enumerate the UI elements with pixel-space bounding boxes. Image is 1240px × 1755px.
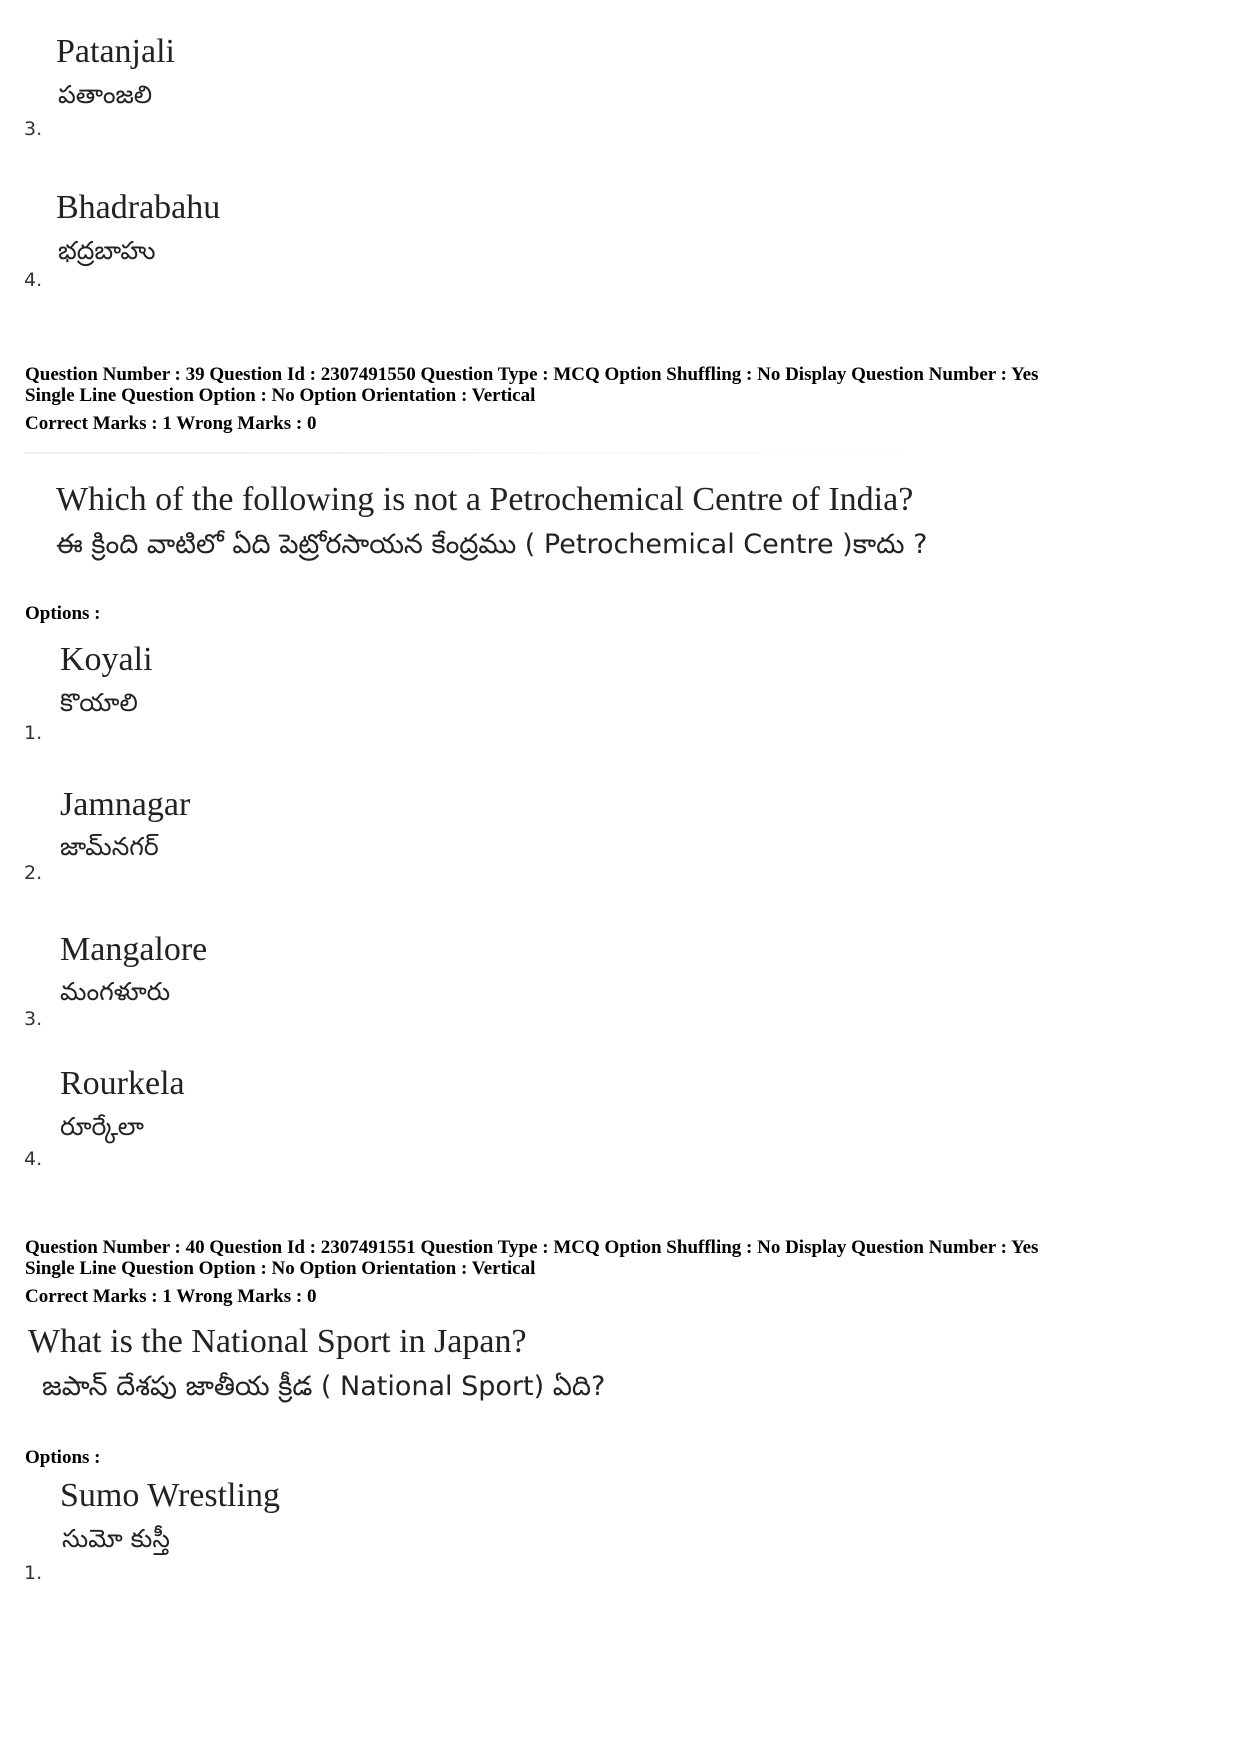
q39-option-4-te: రూర్కేలా [60,1112,144,1141]
q39-option-2-te: జామ్‌నగర్ [60,832,159,861]
q39-meta-line1: Question Number : 39 Question Id : 2307491550 Question Type : MCQ Option Shuffling : No Display Question Number : Yes [25,364,1039,385]
q40-options-label: Options : [25,1447,101,1468]
prev-option-4-number: 4. [24,269,43,291]
q39-marks: Correct Marks : 1 Wrong Marks : 0 [25,413,317,434]
q39-options-label: Options : [25,603,101,624]
q39-question-te: ఈ క్రింది వాటిలో ఏది పెట్రోరసాయన కేంద్రము ( Petrochemical Centre )కాదు ? [56,529,928,560]
q39-option-4-en: Rourkela [60,1065,185,1102]
q39-option-1-te: కొయాలి [60,688,138,717]
q40-question-te: జపాన్ దేశపు జాతీయ క్రీడ ( National Sport) ఏది? [42,1371,606,1402]
prev-option-4-te: భద్రబాహు [58,236,156,265]
q40-meta-line2: Single Line Question Option : No Option Orientation : Vertical [25,1258,536,1279]
prev-option-3-number: 3. [24,118,43,140]
q39-option-3-te: మంగళూరు [60,977,171,1006]
prev-option-3-te: పతాంజలి [58,80,153,109]
scan-artifact-line [24,452,984,454]
prev-option-3-en: Patanjali [56,33,175,70]
q39-option-3-en: Mangalore [60,931,208,968]
q39-meta-line2: Single Line Question Option : No Option Orientation : Vertical [25,385,536,406]
q39-option-2-en: Jamnagar [60,786,191,823]
q40-marks: Correct Marks : 1 Wrong Marks : 0 [25,1286,317,1307]
q39-option-4-number: 4. [24,1148,43,1170]
q40-question-en: What is the National Sport in Japan? [28,1323,527,1360]
q40-option-1-te: సుమో కుస్తీ [62,1524,170,1553]
q40-option-1-en: Sumo Wrestling [60,1477,280,1514]
q40-option-1-number: 1. [24,1562,43,1584]
q39-option-1-en: Koyali [60,641,153,678]
q40-meta-line1: Question Number : 40 Question Id : 2307491551 Question Type : MCQ Option Shuffling : No Display Question Number : Yes [25,1237,1039,1258]
q39-option-3-number: 3. [24,1008,43,1030]
prev-option-4-en: Bhadrabahu [56,189,221,226]
q39-option-1-number: 1. [24,722,43,744]
q39-question-en: Which of the following is not a Petrochemical Centre of India? [56,481,914,518]
q39-option-2-number: 2. [24,862,43,884]
